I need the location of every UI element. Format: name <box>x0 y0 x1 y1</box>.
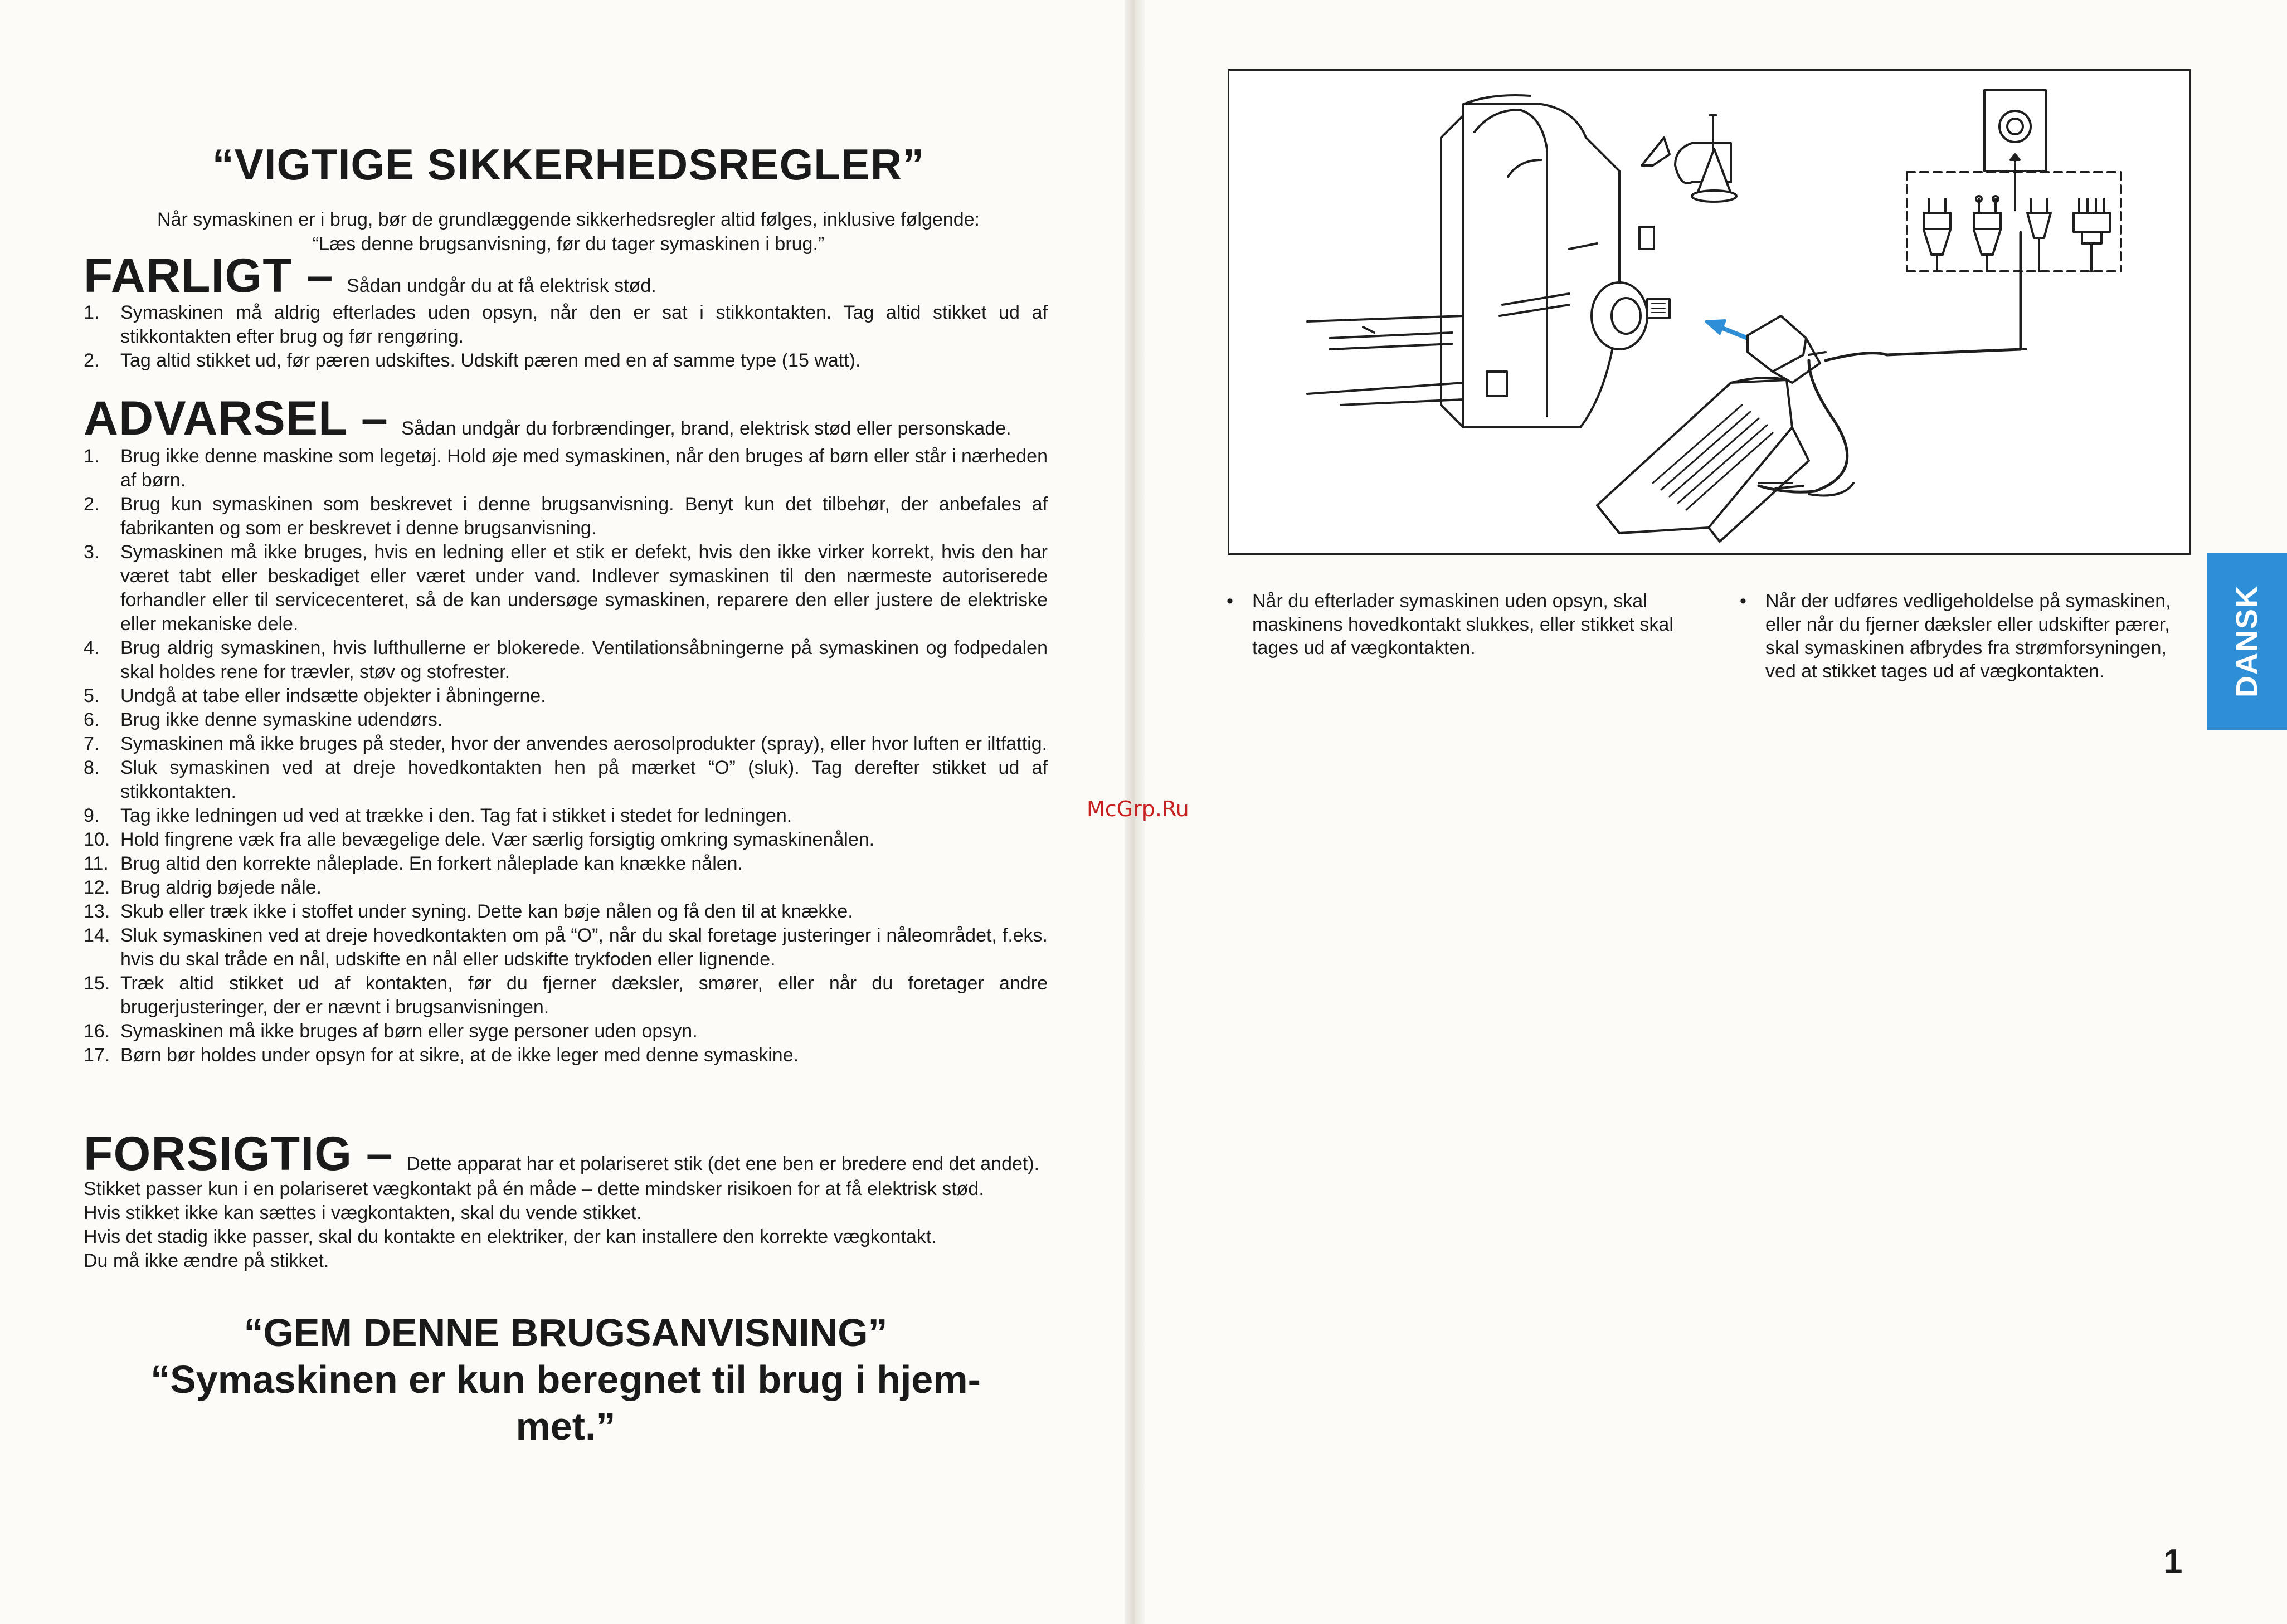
bullet-icon: • <box>1740 591 1746 612</box>
closing-line-1: “GEM DENNE BRUGSANVISNING” <box>244 1311 888 1354</box>
list-item: 9. Tag ikke ledningen ud ved at trække i den. Tag fat i stikket i stedet for ledningen. <box>84 805 792 826</box>
list-item: 10. Hold fingrene væk fra alle bevægelige dele. Vær særlig forsigtig omkring symaskinenålen. <box>84 829 875 850</box>
page-title: “VIGTIGE SIKKERHEDSREGLER” <box>212 140 925 189</box>
farligt-title: FARLIGT – <box>84 249 334 303</box>
page-number: 1 <box>2163 1543 2183 1581</box>
list-item: 12. Brug aldrig bøjede nåle. <box>84 877 322 898</box>
closing-statement <box>84 1309 1048 1450</box>
closing-line-2: “Symaskinen er kun beregnet til brug i hjem- <box>150 1358 981 1401</box>
list-item: 16. Symaskinen må ikke bruges af børn eller syge personer uden opsyn. <box>84 1021 698 1042</box>
list-item: 8. Sluk symaskinen ved at dreje hovedkontakten hen på mærket “O” (sluk). Tag derefter stikket ud af stikkontakten. <box>84 757 1048 802</box>
bullet-unattended: • Når du efterlader symaskinen uden opsyn, skal maskinens hovedkontakt slukkes, eller stikket skal tages ud af vægkontakten. <box>1227 591 1673 659</box>
list-item: 17. Børn bør holdes under opsyn for at sikre, at de ikke leger med denne symaskine. <box>84 1045 799 1066</box>
farligt-list <box>84 301 1048 373</box>
list-item: 2. Tag altid stikket ud, før pæren udskiftes. Udskift pæren med en af samme type (15 watt). <box>84 350 861 371</box>
power-connector-icon <box>1706 232 2026 383</box>
farligt-subtitle: Sådan undgår du at få elektrisk stød. <box>347 275 656 296</box>
intro-line-1: Når symaskinen er i brug, bør de grundlæggende sikkerhedsregler altid følges, inklusive følgende: <box>157 209 980 230</box>
intro-line-2: “Læs denne brugsanvisning, før du tager symaskinen i brug.” <box>312 233 825 255</box>
list-item: 11. Brug altid den korrekte nåleplade. En forkert nåleplade kan knække nålen. <box>84 853 743 874</box>
sewing-machine-icon <box>1307 95 1736 427</box>
forsigtig-subtitle: Dette apparat har et polariseret stik (det ene ben er bredere end det andet). <box>406 1153 1040 1174</box>
watermark-text: McGrp.Ru <box>1087 797 1189 821</box>
sewing-machine-illustration <box>1228 69 2191 555</box>
forsigtig-body: Stikket passer kun i en polariseret vægkontakt på én måde – dette mindsker risikoen for at få elektrisk stød. Hvis stikket ikke kan sættes i vægkontakten, skal du vende stikket. Hvis det stadig ikke passer, skal du kontakte en elektriker, der kan installere den korrekte vægkontakt. Du må ikke ændre på stikket. <box>84 1178 984 1271</box>
list-item: 1. Brug ikke denne maskine som legetøj. Hold øje med symaskinen, når den bruges af børn eller står i nærheden af børn. <box>84 446 1048 491</box>
bullet-maintenance: • Når der udføres vedligeholdelse på symaskinen, eller når du fjerner dæksler eller udskifter pærer, skal symaskinen afbrydes fra strømforsyningen, ved at stikket tages ud af vægkontakten. <box>1740 591 2171 682</box>
illustration-svg <box>1229 71 2189 553</box>
advarsel-title: ADVARSEL – <box>84 392 388 445</box>
list-item: 5. Undgå at tabe eller indsætte objekter i åbningerne. <box>84 685 546 706</box>
foot-pedal-icon <box>1597 360 1853 542</box>
forsigtig-heading <box>84 1127 1048 1181</box>
list-item: 3. Symaskinen må ikke bruges, hvis en ledning eller et stik er defekt, hvis den ikke virker korrekt, hvis den har været tabt eller beskadiget eller været under vand. Indlever symaskinen til den nærmeste autoriserede forhandler eller til servicecenteret, så de kan undersøge symaskinen, reparere den eller justere de elektriske eller mekaniske dele. <box>84 542 1048 635</box>
advarsel-subtitle: Sådan undgår du forbrændinger, brand, elektrisk stød eller personskade. <box>401 418 1011 439</box>
list-item: 15. Træk altid stikket ud af kontakten, før du fjerner dæksler, smører, eller når du foretager andre brugerjusteringer, der er nævnt i brugsanvisningen. <box>84 973 1048 1018</box>
bullet-icon: • <box>1227 591 1233 612</box>
plug-types-icon <box>1924 196 2110 271</box>
language-tab-label: DANSK <box>2230 584 2264 698</box>
list-item: 13. Skub eller træk ikke i stoffet under syning. Dette kan bøje nålen og få den til at knække. <box>84 901 853 922</box>
advarsel-list <box>84 445 1048 1067</box>
list-item: 2. Brug kun symaskinen som beskrevet i denne brugsanvisning. Benyt kun det tilbehør, der anbefales af fabrikanten og som er beskrevet i denne brugsanvisning. <box>84 494 1048 539</box>
list-item: 1. Symaskinen må aldrig efterlades uden opsyn, når den er sat i stikkontakten. Tag altid stikket ud af stikkontakten efter brug og før rengøring. <box>84 302 1048 347</box>
forsigtig-title: FORSIGTIG – <box>84 1127 393 1181</box>
list-item: 4. Brug aldrig symaskinen, hvis lufthullerne er blokerede. Ventilationsåbningerne på symaskinen og fodpedalen skal holdes rene for trævler, støv og stofrester. <box>84 637 1048 682</box>
farligt-heading <box>84 249 1048 303</box>
closing-line-3: met.” <box>515 1404 616 1448</box>
advarsel-heading <box>84 392 1048 445</box>
list-item: 14. Sluk symaskinen ved at dreje hovedkontakten om på “O”, når du skal foretage justeringer i nåleområdet, f.eks. hvis du skal tråde en nål, udskifte en nål eller udskifte trykfoden eller lignende. <box>84 925 1048 970</box>
list-item: 7. Symaskinen må ikke bruges på steder, hvor der anvendes aerosolprodukter (spray), eller hvor luften er iltfattig. <box>84 733 1048 754</box>
list-item: 6. Brug ikke denne symaskine udendørs. <box>84 709 443 730</box>
language-tab <box>2207 553 2287 730</box>
